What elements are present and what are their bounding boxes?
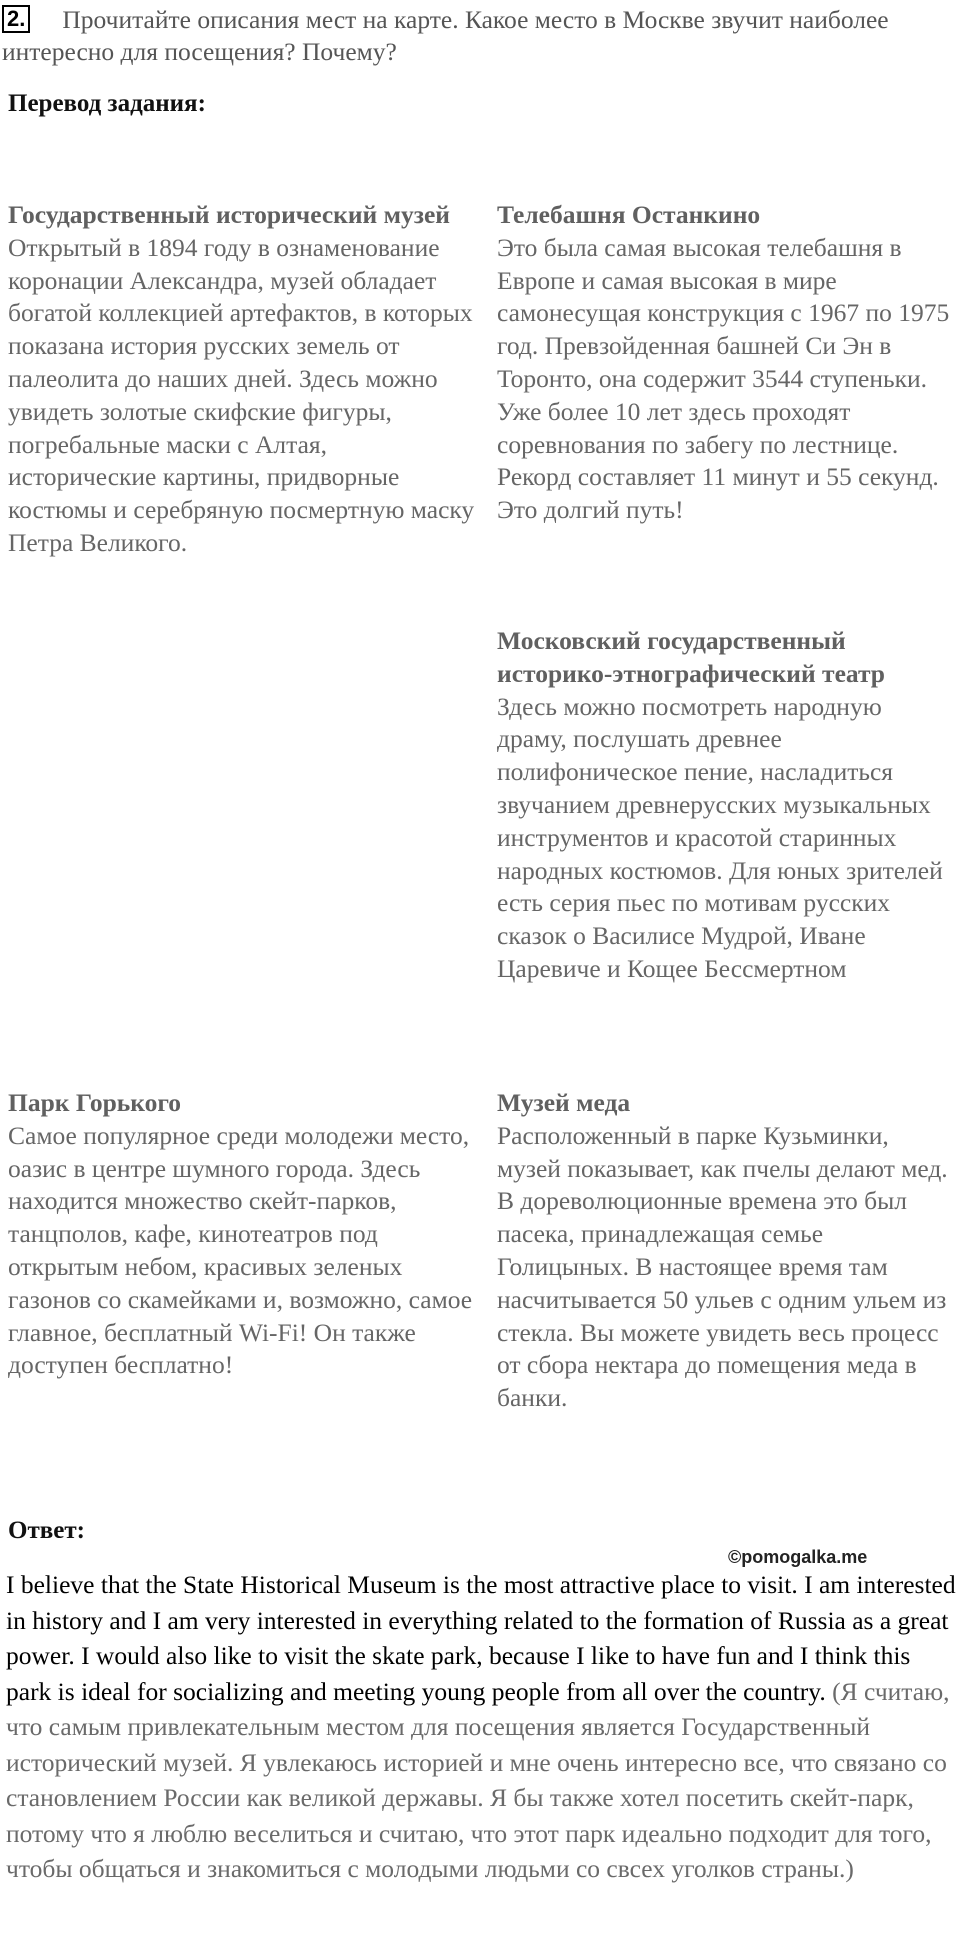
place-ethnographic-theatre bbox=[497, 625, 957, 986]
place-title: Парк Горького bbox=[8, 1088, 182, 1117]
place-description: Расположенный в парке Кузьминки, музей показывает, как пчелы делают мед. В дореволюционные времена это был пасека, принадлежащая семье Голицыных. В настоящее время там насчитывается 50 ульев с одним ульем из стекла. Вы можете увидеть весь процесс от сбора нектара до помещения меда в банки. bbox=[497, 1120, 948, 1413]
place-state-historical-museum bbox=[8, 199, 478, 560]
answer-text bbox=[6, 1567, 956, 1887]
place-title: Государственный исторический музей bbox=[8, 200, 450, 229]
task-number: 2. bbox=[2, 5, 30, 33]
task-instruction: Прочитайте описания мест на карте. Какое место в Москве звучит наиболее интересно для посещения? Почему? bbox=[2, 5, 889, 66]
answer-english: I believe that the State Historical Museum is the most attractive place to visit. I am interested in history and I am very interested in everything related to the formation of Russia as a great power. I would also like to visit the skate park, because I like to have fun and I think this park is ideal for socializing and meeting young people from all over the country. bbox=[6, 1570, 956, 1706]
place-ostankino-tower bbox=[497, 199, 957, 527]
translation-label: Перевод задания: bbox=[8, 90, 206, 117]
answer-russian: (Я считаю, что самым привлекательным местом для посещения является Государственный исторический музей. Я увлекаюсь историей и мне очень интересно все, что связано со становлением России как великой державы. Я бы также хотел посетить скейт-парк, потому что я люблю веселиться и считаю, что этот парк идеально подходит для того, чтобы общаться и знакомиться с молодыми людьми со свсех уголков страны.) bbox=[6, 1676, 950, 1883]
place-honey-museum bbox=[497, 1087, 957, 1415]
place-title: Московский государственный историко-этнографический театр bbox=[497, 626, 885, 688]
place-description: Открытый в 1894 году в ознаменование коронации Александра, музей обладает богатой коллекцией артефактов, в которых показана история русских земель от палеолита до наших дней. Здесь можно увидеть золотые скифские фигуры, погребальные маски с Алтая, исторические картины, придворные костюмы и серебряную посмертную маску Петра Великого. bbox=[8, 232, 475, 557]
task-header bbox=[2, 4, 952, 68]
place-description: Здесь можно посмотреть народную драму, послушать древнее полифоническое пение, насладиться звучанием древнерусских музыкальных инструментов и красотой старинных народных костюмов. Для юных зрителей есть серия пьес по мотивам русских сказок о Василисе Мудрой, Иване Царевиче и Кощее Бессмертном bbox=[497, 691, 943, 983]
place-title: Телебашня Останкино bbox=[497, 200, 761, 229]
watermark: ©pomogalka.me bbox=[728, 1547, 868, 1567]
place-description: Самое популярное среди молодежи место, оазис в центре шумного города. Здесь находится множество скейт-парков, танцполов, кафе, кинотеатров под открытым небом, красивых зеленых газонов со скамейками и, возможно, самое главное, бесплатный Wi-Fi! Он также доступен бесплатно! bbox=[8, 1120, 473, 1380]
answer-label: Ответ: bbox=[8, 1517, 85, 1544]
place-description: Это была самая высокая телебашня в Европе и самая высокая в мире самонесущая конструкция с 1967 по 1975 год. Превзойденная башней Си Эн в Торонто, она содержит 3544 ступеньки. Уже более 10 лет здесь проходят соревнования по забегу по лестнице. Рекорд составляет 11 минут и 55 секунд. Это долгий путь! bbox=[497, 232, 950, 525]
place-gorky-park bbox=[8, 1087, 478, 1382]
place-title: Музей меда bbox=[497, 1088, 631, 1117]
